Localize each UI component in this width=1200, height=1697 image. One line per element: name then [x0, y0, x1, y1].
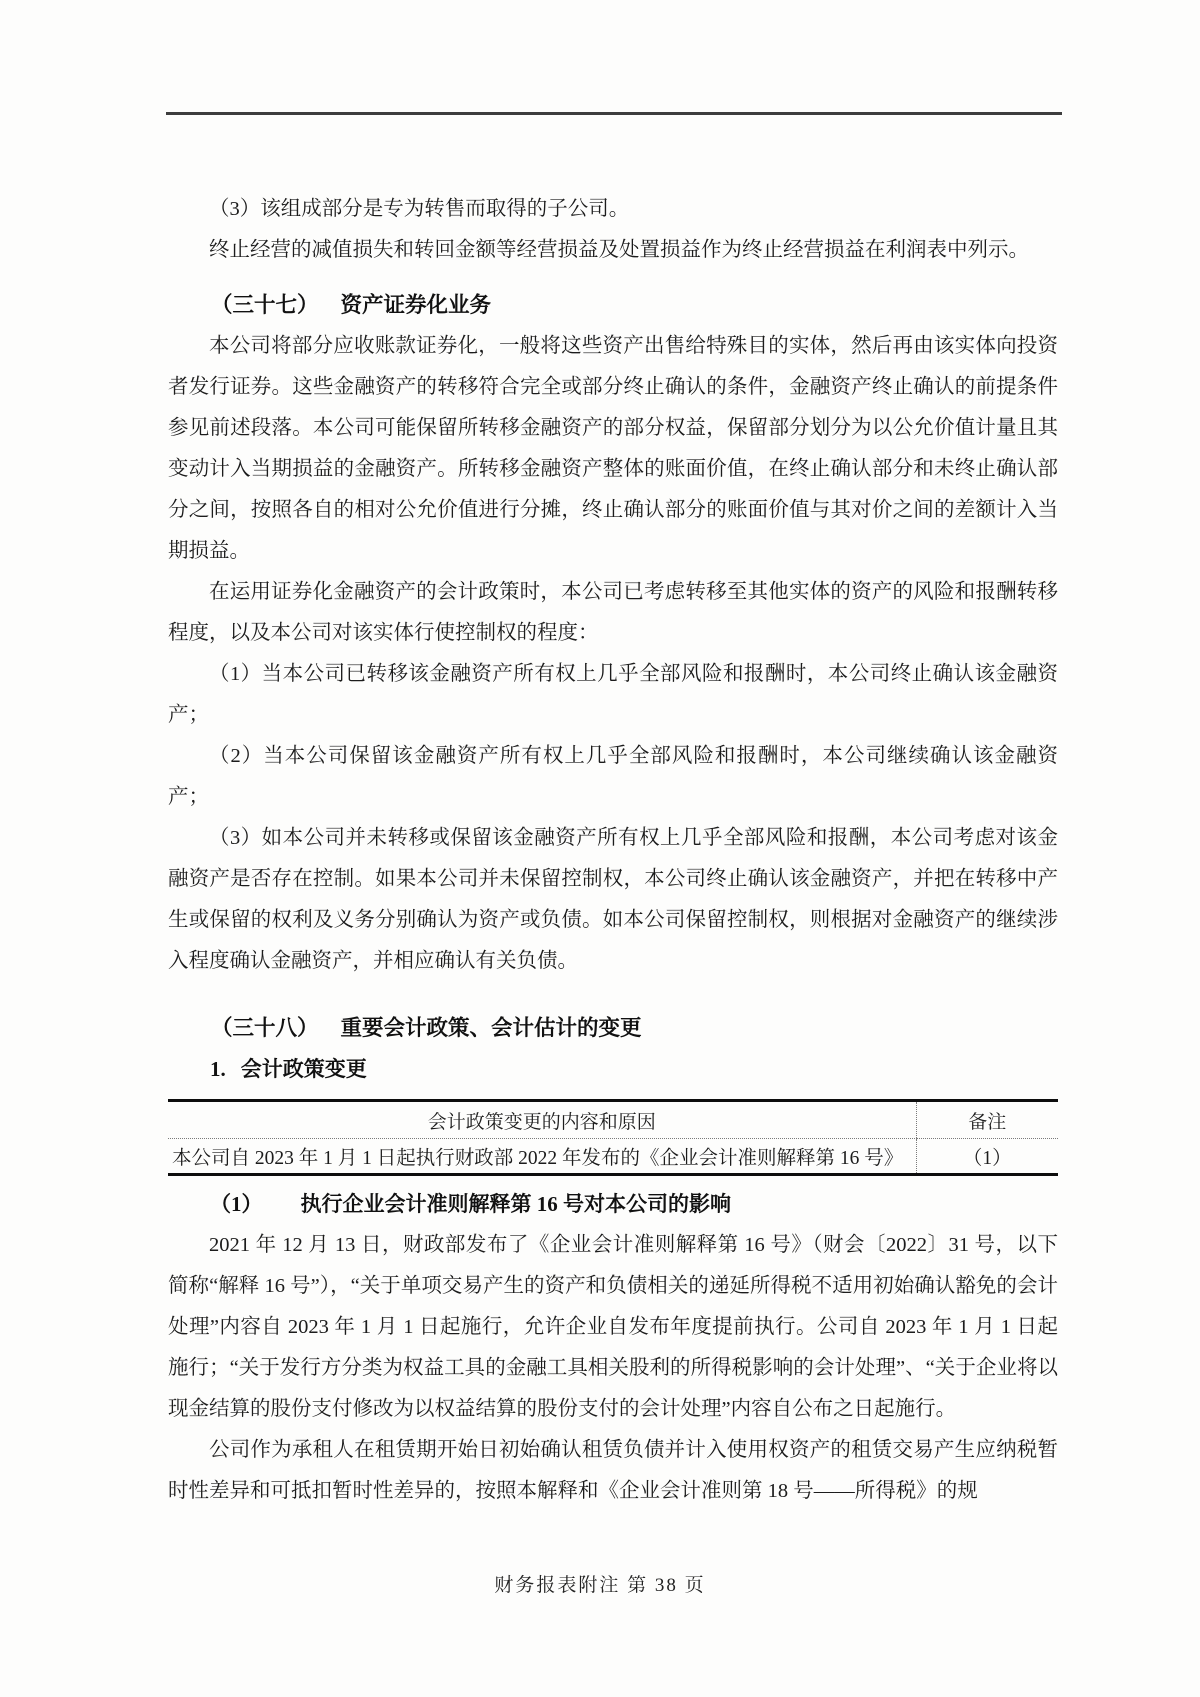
section-37-title: 资产证券化业务 — [340, 293, 492, 317]
page-content — [168, 112, 1058, 1512]
paragraph-interpretation-16-2: 公司作为承租人在租赁期开始日初始确认租赁负债并计入使用权资产的租赁交易产生应纳税暂时性差异和可抵扣暂时性差异的，按照本解释和《企业会计准则第 18 号——所得税》的规 — [168, 1439, 1058, 1502]
section-38-number: （三十八） — [211, 1016, 319, 1040]
table-header-row — [168, 1101, 1058, 1139]
paragraph-interpretation-16-1: 2021 年 12 月 13 日，财政部发布了《企业会计准则解释第 16 号》（财会〔2022〕31 号，以下简称“解释 16 号”），“关于单项交易产生的资产和负债相关的递延所得税不适用初始确认豁免的会计处理”内容自 2023 年 1 月 1 日起施行，允许企业自发布年度提前执行。公司自 2023 年 1 月 1 日起施行；“关于发行方分类为权益工具的金融工具相关股利的所得税影响的会计处理”、“关于企业将以现金结算的股份支付修改为以权益结算的股份支付的会计处理”内容自公布之日起施行。 — [168, 1234, 1058, 1420]
policy-change-table — [168, 1099, 1058, 1176]
page-footer: 财务报表附注 第 38 页 — [494, 1575, 706, 1596]
section-37-number: （三十七） — [211, 293, 319, 317]
list-item-1: （1）当本公司已转移该金融资产所有权上几乎全部风险和报酬时，本公司终止确认该金融资产； — [168, 663, 1058, 726]
table-header-note: 备注 — [916, 1101, 1058, 1139]
item-1-number: （1） — [210, 1192, 263, 1216]
table-row — [168, 1139, 1058, 1175]
subsection-1-number: 1. — [210, 1057, 226, 1081]
header-rule — [166, 112, 1062, 115]
list-item-2: （2）当本公司保留该金融资产所有权上几乎全部风险和报酬时，本公司继续确认该金融资产； — [168, 745, 1058, 808]
section-38-heading — [168, 1008, 1058, 1049]
section-37-heading — [168, 285, 1058, 326]
section-38-title: 重要会计政策、会计估计的变更 — [340, 1016, 642, 1040]
table-cell-note-ref: （1） — [916, 1139, 1058, 1175]
table-cell-policy-change: 本公司自 2023 年 1 月 1 日起执行财政部 2022 年发布的《企业会计准则解释第 16 号》 — [172, 1148, 904, 1169]
paragraph-discontinued-operations: 终止经营的减值损失和转回金额等经营损益及处置损益作为终止经营损益在利润表中列示。 — [209, 239, 1029, 261]
paragraph-securitization-2: 在运用证券化金融资产的会计政策时，本公司已考虑转移至其他实体的资产的风险和报酬转移程度，以及本公司对该实体行使控制权的程度： — [168, 581, 1058, 644]
item-1-heading — [168, 1184, 1058, 1225]
subsection-1-heading — [168, 1049, 1058, 1090]
paragraph-item-3-continued: （3）该组成部分是专为转售而取得的子公司。 — [209, 198, 630, 220]
list-item-3: （3）如本公司并未转移或保留该金融资产所有权上几乎全部风险和报酬，本公司考虑对该金融资产是否存在控制。如果本公司并未保留控制权，本公司终止确认该金融资产，并把在转移中产生或保留的权利及义务分别确认为资产或负债。如本公司保留控制权，则根据对金融资产的继续涉入程度确认金融资产，并相应确认有关负债。 — [168, 827, 1058, 972]
subsection-1-title: 会计政策变更 — [240, 1057, 367, 1081]
paragraph-securitization-1: 本公司将部分应收账款证券化，一般将这些资产出售给特殊目的实体，然后再由该实体向投资者发行证券。这些金融资产的转移符合完全或部分终止确认的条件，金融资产终止确认的前提条件参见前述段落。本公司可能保留所转移金融资产的部分权益，保留部分划分为以公允价值计量且其变动计入当期损益的金融资产。所转移金融资产整体的账面价值，在终止确认部分和未终止确认部分之间，按照各自的相对公允价值进行分摊，终止确认部分的账面价值与其对价之间的差额计入当期损益。 — [168, 335, 1058, 562]
item-1-title: 执行企业会计准则解释第 16 号对本公司的影响 — [300, 1192, 731, 1216]
table-header-content-reason: 会计政策变更的内容和原因 — [168, 1101, 916, 1139]
